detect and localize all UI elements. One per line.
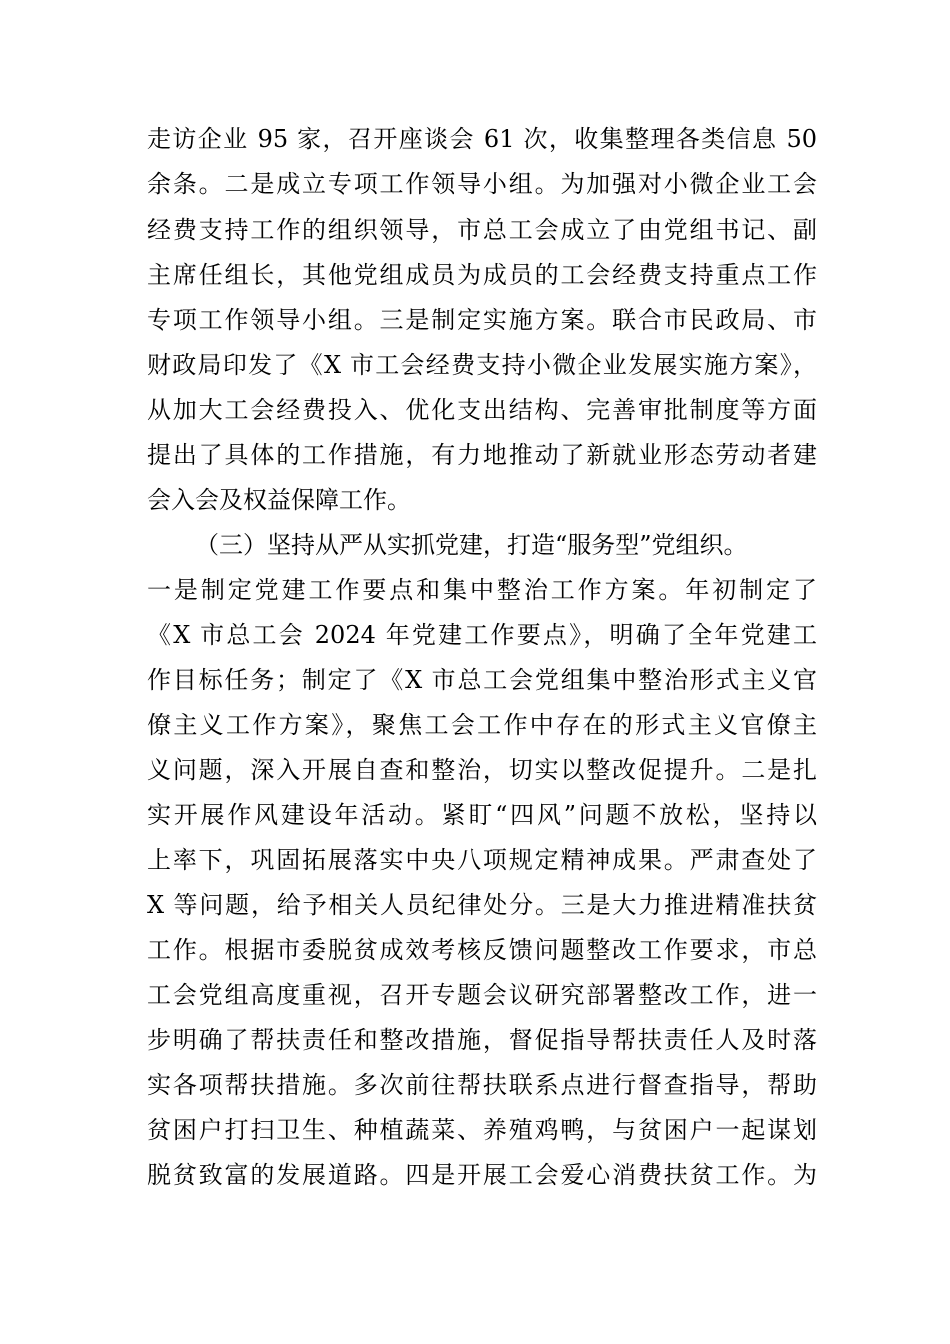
text-line: 贫困户打扫卫生、种植蔬菜、养殖鸡鸭，与贫困户一起谋划: [147, 1116, 817, 1144]
text-line: 工作。根据市委脱贫成效考核反馈问题整改工作要求，市总: [147, 936, 817, 964]
text-line: 上率下，巩固拓展落实中央八项规定精神成果。严肃查处了: [147, 846, 817, 874]
text-line: 脱贫致富的发展道路。四是开展工会爱心消费扶贫工作。为: [147, 1161, 817, 1189]
text-line: 会入会及权益保障工作。: [147, 486, 411, 514]
text-line: 工会党组高度重视，召开专题会议研究部署整改工作，进一: [147, 981, 817, 1009]
text-line: 步明确了帮扶责任和整改措施，督促指导帮扶责任人及时落: [147, 1026, 817, 1054]
text-line: 《X 市总工会 2024 年党建工作要点》，明确了全年党建工: [147, 621, 817, 649]
text-line: 实各项帮扶措施。多次前往帮扶联系点进行督查指导，帮助: [147, 1071, 817, 1099]
section-heading: （三）坚持从严从实抓党建，打造“服务型”党组织。: [195, 531, 748, 559]
text-line: 僚主义工作方案》，聚焦工会工作中存在的形式主义官僚主: [147, 711, 817, 739]
text-line: 作目标任务；制定了《X 市总工会党组集中整治形式主义官: [147, 666, 817, 694]
text-line: 经费支持工作的组织领导，市总工会成立了由党组书记、副: [147, 216, 817, 244]
text-line: 余条。二是成立专项工作领导小组。为加强对小微企业工会: [147, 170, 817, 198]
text-line: X 等问题，给予相关人员纪律处分。三是大力推进精准扶贫: [147, 891, 817, 919]
text-line: 主席任组长，其他党组成员为成员的工会经费支持重点工作: [147, 261, 817, 289]
text-line: 从加大工会经费投入、优化支出结构、完善审批制度等方面: [147, 396, 817, 424]
text-line: 专项工作领导小组。三是制定实施方案。联合市民政局、市: [147, 306, 817, 334]
text-line: 实开展作风建设年活动。紧盯“四风”问题不放松，坚持以: [147, 801, 817, 829]
text-line: 提出了具体的工作措施，有力地推动了新就业形态劳动者建: [147, 441, 817, 469]
text-line: 走访企业 95 家，召开座谈会 61 次，收集整理各类信息 50: [147, 125, 817, 153]
text-line: 财政局印发了《X 市工会经费支持小微企业发展实施方案》，: [147, 351, 817, 379]
text-line: 义问题，深入开展自查和整治，切实以整改促提升。二是扎: [147, 756, 817, 784]
text-line: 一是制定党建工作要点和集中整治工作方案。年初制定了: [147, 576, 817, 604]
